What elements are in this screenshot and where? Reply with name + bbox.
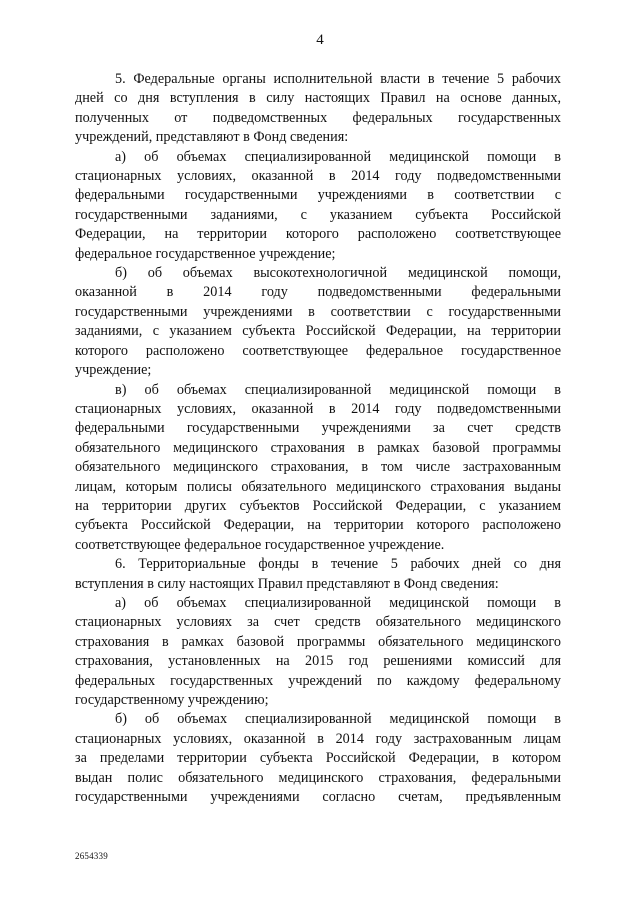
document-id: 2654339 [75,851,108,861]
text-line: федеральных государственных учреждений по каждому федеральному [75,672,561,689]
text-line: страхования в рамках базовой программы обязательного медицинского [75,633,561,650]
text-line: Федерации, на территории которого расположено соответствующее [75,226,561,243]
text-line: на территории других субъектов Российской Федерации, с указанием [75,497,561,514]
text-line: стационарных условиях, оказанной в 2014 году подведомственными [75,400,561,417]
text-line: государственными заданиями, с указанием субъекта Российской [75,206,561,223]
text-line: 5. Федеральные органы исполнительной власти в течение 5 рабочих [115,71,561,87]
text-line: б) об объемах высокотехнологичной медицинской помощи, [115,265,561,282]
text-line: субъекта Российской Федерации, на территории которого расположено [75,517,561,534]
text-line: обязательного медицинского страхования, в том числе застрахованным [75,459,561,476]
text-line: б) об объемах специализированной медицинской помощи в [115,711,561,728]
text-line: соответствующее федеральное государственное учреждение. [75,536,445,553]
page-number: 4 [316,32,324,48]
text-line: а) об объемах специализированной медицинской помощи в [115,148,561,165]
paragraph-6a [75,594,561,710]
text-line: стационарных условиях, оказанной в 2014 году застрахованным лицам [75,730,561,747]
text-line: заданиями, с указанием субъекта Российской Федерации, на территории [75,323,561,340]
paragraph-6b [75,710,561,807]
document-body [75,70,561,807]
text-line: учреждение; [75,362,152,379]
text-line: вступления в силу настоящих Правил представляют в Фонд сведения: [75,575,499,592]
text-line: стационарных условиях, оказанной в 2014 году подведомственными [75,168,561,185]
paragraph-5v [75,381,561,556]
paragraph-5 [75,70,561,148]
text-line: учреждений, представляют в Фонд сведения: [75,129,349,146]
text-line: страхования, установленных на 2015 год решениями комиссий для [75,653,561,670]
text-line: полученных от подведомственных федеральных государственных [75,109,561,126]
text-line: государственными учреждениями согласно счетам, предъявленным [75,789,561,806]
text-line: федеральное государственное учреждение; [75,245,336,262]
text-line: государственными учреждениями в соответствии с государственными [75,303,561,320]
paragraph-5a [75,148,561,264]
text-line: а) об объемах специализированной медицинской помощи в [115,594,561,611]
paragraph-6 [75,555,561,594]
text-line: которого расположено соответствующее федеральное государственное [75,342,561,359]
text-line: оказанной в 2014 году подведомственными федеральными [75,284,561,301]
text-line: стационарных условиях за счет средств обязательного медицинского [75,614,561,631]
text-line: обязательного медицинского страхования в рамках базовой программы [75,439,561,456]
text-line: выдан полис обязательного медицинского страхования, федеральными [75,769,561,786]
paragraph-5b [75,264,561,380]
text-line: в) об объемах специализированной медицинской помощи в [115,381,561,398]
text-line: федеральными государственными учреждениями за счет средств [75,420,561,437]
text-line: лицам, которым полисы обязательного медицинского страхования выданы [75,478,561,495]
text-line: государственному учреждению; [75,692,269,708]
text-line: дней со дня вступления в силу настоящих Правил на основе данных, [75,90,561,107]
text-line: федеральными государственными учреждениями в соответствии с [75,187,561,204]
text-line: 6. Территориальные фонды в течение 5 рабочих дней со дня [115,556,561,573]
text-line: за пределами территории субъекта Российской Федерации, в котором [75,750,561,767]
